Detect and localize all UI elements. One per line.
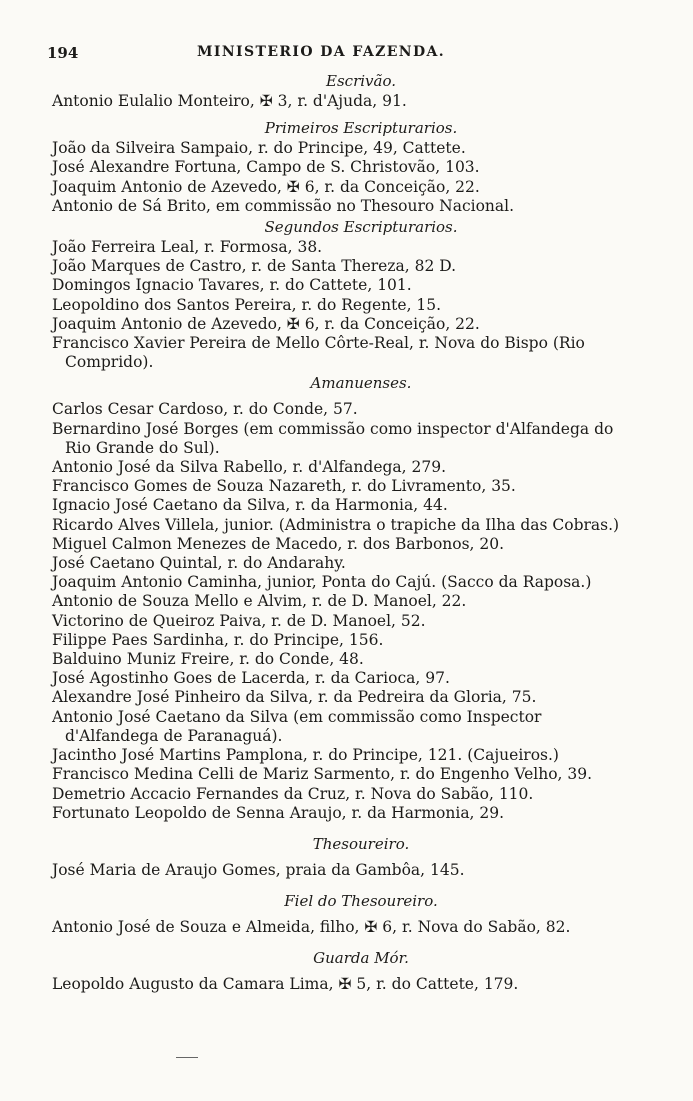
section-title-primeiros-escripturarios: Primeiros Escripturarios. [264, 119, 458, 138]
list-item: Carlos Cesar Cardoso, r. do Conde, 57. [52, 400, 358, 419]
list-item: Francisco Xavier Pereira de Mello Côrte-Real, r. Nova do Bispo (Rio Comprido). [52, 334, 585, 372]
list-item: José Caetano Quintal, r. do Andarahy. [52, 554, 346, 573]
section-title-segundos-escripturarios: Segundos Escripturarios. [264, 218, 458, 237]
list-item: Jacintho José Martins Pamplona, r. do Principe, 121. (Cajueiros.) [52, 746, 559, 765]
list-item: Demetrio Accacio Fernandes da Cruz, r. Nova do Sabão, 110. [52, 784, 534, 803]
list-item: Joaquim Antonio Caminha, junior, Ponta do Cajú. (Sacco da Raposa.) [52, 573, 592, 592]
list-item: João Marques de Castro, r. de Santa Thereza, 82 D. [52, 257, 457, 276]
list-item: Francisco Medina Celli de Mariz Sarmento, r. do Engenho Velho, 39. [52, 765, 593, 784]
page-number: 194 [47, 44, 79, 62]
list-item: Alexandre José Pinheiro da Silva, r. da Pedreira da Gloria, 75. [52, 688, 537, 707]
list-item: João da Silveira Sampaio, r. do Principe, 49, Cattete. [52, 139, 466, 158]
section-title-thesoureiro: Thesoureiro. [312, 834, 410, 853]
list-item: Leopoldino dos Santos Pereira, r. do Regente, 15. [52, 295, 442, 314]
list-item: Fortunato Leopoldo de Senna Araujo, r. da Harmonia, 29. [52, 803, 505, 822]
section-title-amanuenses: Amanuenses. [310, 374, 412, 393]
list-item: Antonio de Souza Mello e Alvim, r. de D. Manoel, 22. [52, 592, 467, 611]
page-header [47, 44, 647, 66]
list-item: Antonio José de Souza e Almeida, filho, ✠ 6, r. Nova do Sabão, 82. [52, 918, 571, 937]
list-item: Filippe Paes Sardinha, r. do Principe, 156. [52, 630, 384, 649]
page-end-rule [176, 1057, 198, 1058]
list-item: Joaquim Antonio de Azevedo, ✠ 6, r. da Conceição, 22. [52, 314, 480, 333]
list-item: Ignacio José Caetano da Silva, r. da Harmonia, 44. [52, 496, 448, 515]
section-title-fiel-do-thesoureiro: Fiel do Thesoureiro. [284, 892, 438, 911]
running-title: MINISTERIO DA FAZENDA. [197, 44, 446, 60]
list-item: João Ferreira Leal, r. Formosa, 38. [52, 238, 323, 257]
list-item: José Agostinho Goes de Lacerda, r. da Carioca, 97. [52, 669, 450, 688]
list-item: Joaquim Antonio de Azevedo, ✠ 6, r. da Conceição, 22. [52, 177, 480, 196]
list-item: Miguel Calmon Menezes de Macedo, r. dos Barbonos, 20. [52, 534, 505, 553]
list-item: Bernardino José Borges (em commissão como inspector d'Alfandega do Rio Grande do Sul). [52, 419, 614, 457]
list-item: Domingos Ignacio Tavares, r. do Cattete, 101. [52, 276, 412, 295]
list-item: Antonio José da Silva Rabello, r. d'Alfandega, 279. [52, 458, 447, 477]
section-title-guarda-mor: Guarda Mór. [313, 949, 409, 968]
list-item: Leopoldo Augusto da Camara Lima, ✠ 5, r. do Cattete, 179. [52, 975, 519, 994]
list-item: Balduino Muniz Freire, r. do Conde, 48. [52, 650, 364, 669]
list-item: José Maria de Araujo Gomes, praia da Gambôa, 145. [52, 860, 465, 879]
page-content [52, 70, 630, 995]
list-item: Antonio José Caetano da Silva (em commissão como Inspector d'Alfandega de Paranaguá). [52, 707, 542, 745]
list-item: Antonio Eulalio Monteiro, ✠ 3, r. d'Ajuda, 91. [52, 92, 407, 110]
list-item: Antonio de Sá Brito, em commissão no Thesouro Nacional. [52, 196, 515, 215]
section-title-escrivao: Escrivão. [326, 72, 396, 90]
list-item: Francisco Gomes de Souza Nazareth, r. do Livramento, 35. [52, 477, 516, 496]
list-item: José Alexandre Fortuna, Campo de S. Christovão, 103. [52, 158, 480, 177]
list-item: Ricardo Alves Villela, junior. (Administra o trapiche da Ilha das Cobras.) [52, 515, 620, 534]
list-item: Victorino de Queiroz Paiva, r. de D. Manoel, 52. [52, 611, 426, 630]
